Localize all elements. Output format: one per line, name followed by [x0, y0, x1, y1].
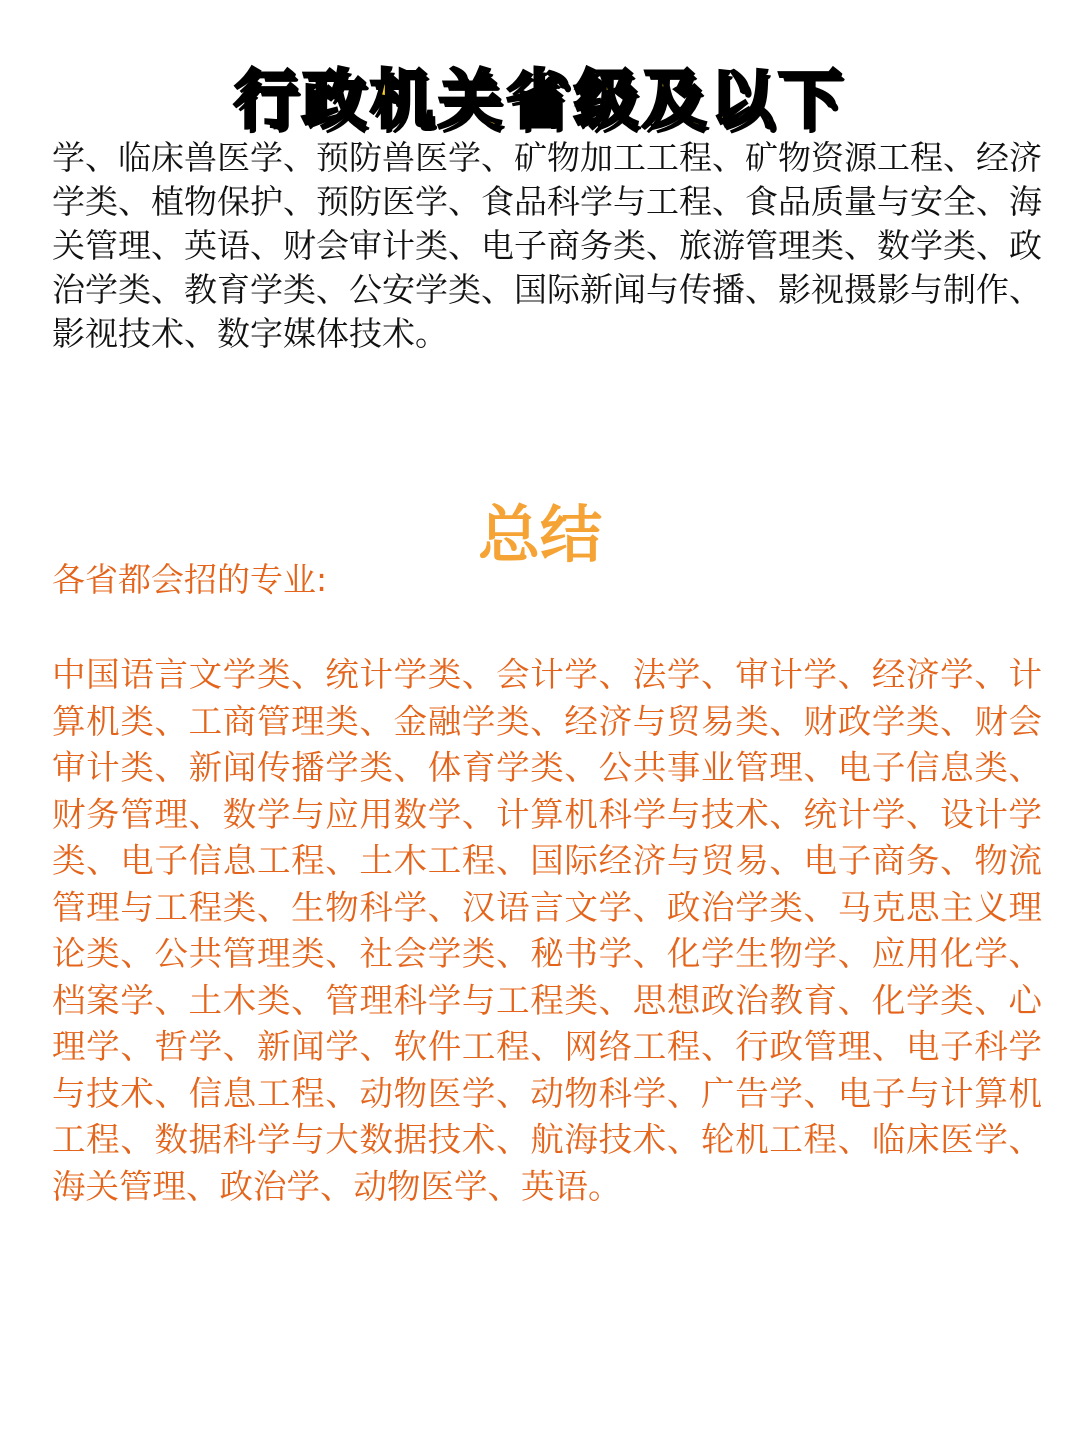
intro-paragraph: 学、临床兽医学、预防兽医学、矿物加工工程、矿物资源工程、经济学类、植物保护、预防医学、食品科学与工程、食品质量与安全、海关管理、英语、财会审计类、电子商务类、旅游管理类、数学类、政治学类、教育学类、公安学类、国际新闻与传播、影视摄影与制作、影视技术、数字媒体技术。 — [52, 138, 1042, 353]
majors-paragraph: 中国语言文学类、统计学类、会计学、法学、审计学、经济学、计算机类、工商管理类、金融学类、经济与贸易类、财政学类、财会审计类、新闻传播学类、体育学类、公共事业管理、电子信息类、财务管理、数学与应用数学、计算机科学与技术、统计学、设计学类、电子信息工程、土木工程、国际经济与贸易、电子商务、物流管理与工程类、生物科学、汉语言文学、政治学类、马克思主义理论类、公共管理类、社会学类、秘书学、化学生物学、应用化学、档案学、土木类、管理科学与工程类、思想政治教育、化学类、心理学、哲学、新闻学、软件工程、网络工程、行政管理、电子科学与技术、信息工程、动物医学、动物科学、广告学、电子与计算机工程、数据科学与大数据技术、航海技术、轮机工程、临床医学、海关管理、政治学、动物医学、英语。 — [52, 655, 1042, 1206]
summary-subheading: 各省都会招的专业: — [52, 560, 328, 599]
summary-title: 总结 — [477, 498, 602, 572]
page-title: 行政机关省级及以下 — [234, 63, 846, 138]
